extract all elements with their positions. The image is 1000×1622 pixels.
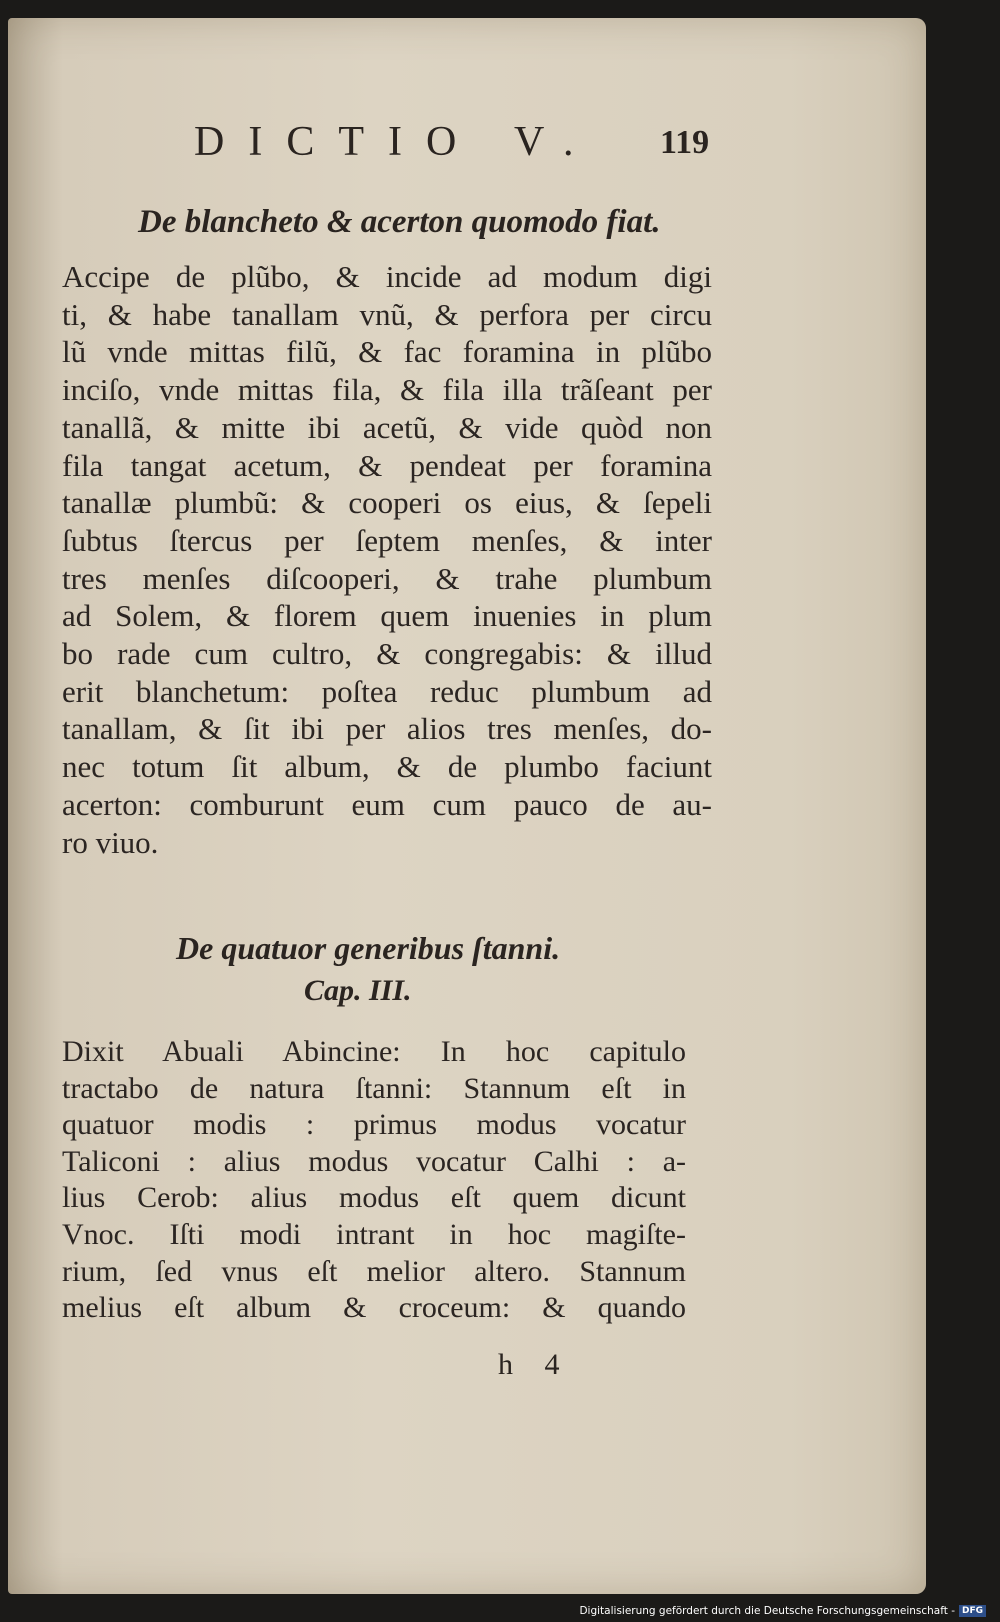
text-line: ti, & habe tanallam vnũ, & perfora per circu [62,296,712,332]
text-line: tractabo de natura ſtanni: Stannum eſt in [62,1071,686,1105]
text-line: lius Cerob: alius modus eſt quem dicunt [62,1181,686,1215]
text-line: ad Solem, & florem quem inuenies in plum [62,598,712,634]
text-line: tres menſes diſcooperi, & trahe plumbum [62,560,712,596]
section-heading-stannum: De quatuor generibus ſtanni. [176,930,561,966]
text-line: bo rade cum cultro, & congregabis: & illud [62,636,712,672]
text-line: ro viuo. [62,824,159,860]
text-line: Taliconi : alius modus vocatur Calhi : a- [62,1144,686,1178]
paragraph-stannum [62,1034,686,1327]
text-line: acerton: comburunt eum cum pauco de au- [62,786,712,822]
page-header [8,118,926,178]
chapter-label: Cap. III. [304,974,412,1007]
text-line: tanallam, & ſit ibi per alios tres menſes, do- [62,711,712,747]
text-line: rium, ſed vnus eſt melior altero. Stannum [62,1254,686,1288]
book-page [8,18,926,1594]
text-line: fila tangat acetum, & pendeat per foramina [62,447,712,483]
paragraph-blancheto [62,258,712,861]
text-line: tanallã, & mitte ibi acetũ, & vide quòd non [62,409,712,445]
text-line: melius eſt album & croceum: & quando [62,1291,686,1325]
page-number: 119 [660,124,710,161]
signature-mark: h 4 [498,1348,560,1381]
section-heading-blancheto: De blancheto & acerton quomodo fiat. [138,204,661,240]
running-head: DICTIO V. [194,119,598,165]
digitization-footer [579,1602,986,1620]
footer-text: Digitalisierung gefördert durch die Deutsche Forschungsgemeinschaft - [579,1605,955,1617]
text-line: erit blanchetum: poſtea reduc plumbum ad [62,673,712,709]
dfg-logo-icon: DFG [959,1605,986,1617]
text-line: Dixit Abuali Abincine: In hoc capitulo [62,1035,686,1068]
text-line: lũ vnde mittas filũ, & fac foramina in plũbo [62,334,712,370]
text-line: inciſo, vnde mittas fila, & fila illa trãſeant per [62,372,712,408]
text-line: Vnoc. Iſti modi intrant in hoc magiſte- [62,1217,686,1251]
text-line: Accipe de plũbo, & incide ad modum digi [62,259,712,294]
text-line: nec totum ſit album, & de plumbo faciunt [62,749,712,785]
text-line: tanallæ plumbũ: & cooperi os eius, & ſepeli [62,485,712,521]
text-line: quatuor modis : primus modus vocatur [62,1108,686,1142]
text-line: ſubtus ſtercus per ſeptem menſes, & inter [62,522,712,558]
